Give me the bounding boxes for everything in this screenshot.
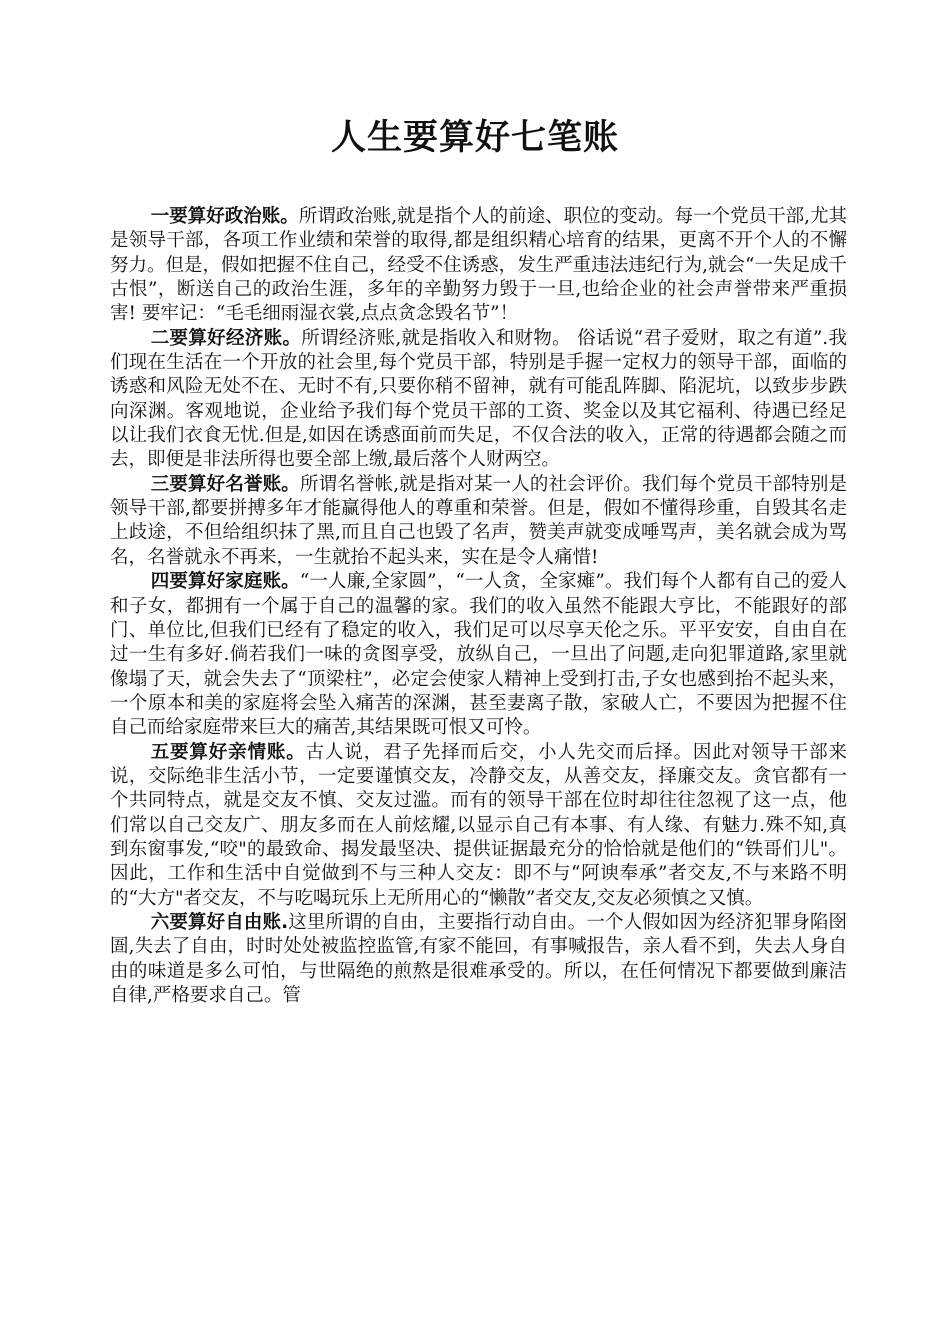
paragraph-heading: 二要算好经济账。 <box>150 327 302 349</box>
paragraph-text: “一人廉,全家圆”，“一人贪，全家瘫”。我们每个人都有自己的爱人和子女，都拥有一个属于自己的温馨的家。我们的收入虽然不能跟大亨比，不能跟好的部门、单位比,但我们已经有了稳定的收入，我们足可以尽享天伦之乐。平平安安，自由自在过一生有多好.倘若我们一味的贪图享受，放纵自己，一旦出了问题,走向犯罪道路,家里就像塌了天，就会失去了“顶梁柱”，必定会使家人精神上受到打击,子女也感到抬不起头来，一个原本和美的家庭将会坠入痛苦的深渊，甚至妻离子散，家破人亡，不要因为把握不住自己而给家庭带来巨大的痛苦,其结果既可恨又可怜。 <box>110 571 847 739</box>
paragraph-heading: 四要算好家庭账。 <box>150 571 300 593</box>
paragraph-freedom <box>110 911 847 1008</box>
paragraph-family <box>110 570 847 740</box>
paragraph-text: 所谓政治账,就是指个人的前途、职位的变动。每一个党员干部,尤其是领导干部，各项工作业绩和荣誉的取得,都是组织精心培育的结果，更离不开个人的不懈努力。但是，假如把握不住自己，经受不住诱惑，发生严重违法违纪行为,就会“一失足成千古恨”，断送自己的政治生涯，多年的辛勤努力毁于一旦,也给企业的社会声誉带来严重损害! 要牢记：“毛毛细雨湿衣裳,点点贪念毁名节”！ <box>110 206 847 325</box>
paragraph-text: 所谓经济账,就是指收入和财物。 俗话说“君子爱财，取之有道”.我们现在生活在一个开放的社会里,每个党员干部，特别是手握一定权力的领导干部，面临的诱惑和风险无处不在、无时不有,只要你稍不留神，就有可能乱阵脚、陷泥坑，以致步步跌向深渊。客观地说，企业给予我们每个党员干部的工资、奖金以及其它福利、待遇已经足以让我们衣食无忧.但是,如因在诱惑面前而失足，不仅合法的收入，正常的待遇都会随之而去，即便是非法所得也要全部上缴,最后落个人财两空。 <box>110 327 847 471</box>
paragraph-text: 这里所谓的自由，主要指行动自由。一个人假如因为经济犯罪身陷囹圄,失去了自由，时时处处被监控监管,有家不能回，有事喊报告，亲人看不到，失去人身自由的味道是多么可怕，与世隔绝的煎熬是很难承受的。所以，在任何情况下都要做到廉洁自律,严格要求自己。管 <box>110 911 847 1006</box>
paragraph-text: 所谓名誉帐,就是指对某一人的社会评价。我们每个党员干部特别是领导干部,都要拼搏多年才能赢得他人的尊重和荣誉。但是，假如不懂得珍重，自毁其名走上歧途，不但给组织抹了黑,而且自己也毁了名声，赞美声就变成唾骂声，美名就会成为骂名，名誉就永不再来，一生就抬不起头来，实在是令人痛惜! <box>110 473 847 568</box>
paragraph-economic <box>110 327 847 473</box>
paragraph-reputation <box>110 473 847 570</box>
paragraph-political <box>110 205 847 327</box>
paragraph-heading: 三要算好名誉账。 <box>150 473 300 495</box>
paragraph-heading: 六要算好自由账. <box>150 911 289 933</box>
document-title: 人生要算好七笔账 <box>330 118 619 158</box>
paragraph-heading: 一要算好政治账。 <box>150 206 299 227</box>
paragraph-text: 古人说，君子先择而后交，小人先交而后择。因此对领导干部来说，交际绝非生活小节，一定要谨慎交友，冷静交友，从善交友，择廉交友。贪官都有一个共同特点，就是交友不慎、交友过滥。而有的领导干部在位时却往往忽视了这一点，他们常以自己交友广、朋友多而在人前炫耀,以显示自己有本事、有人缘、有魅力.殊不知,真到东窗事发,“咬"的最致命、揭发最坚决、提供证据最充分的恰恰就是他们的“铁哥们儿"。因此，工作和生活中自觉做到不与三种人交友：即不与“阿谀奉承”者交友,不与来路不明的“大方"者交友，不与吃喝玩乐上无所用心的“懒散”者交友,交友必须慎之又慎。 <box>110 741 847 909</box>
paragraph-heading: 五要算好亲情账。 <box>150 741 306 763</box>
paragraph-friendship <box>110 741 847 911</box>
document-body <box>110 205 847 1008</box>
